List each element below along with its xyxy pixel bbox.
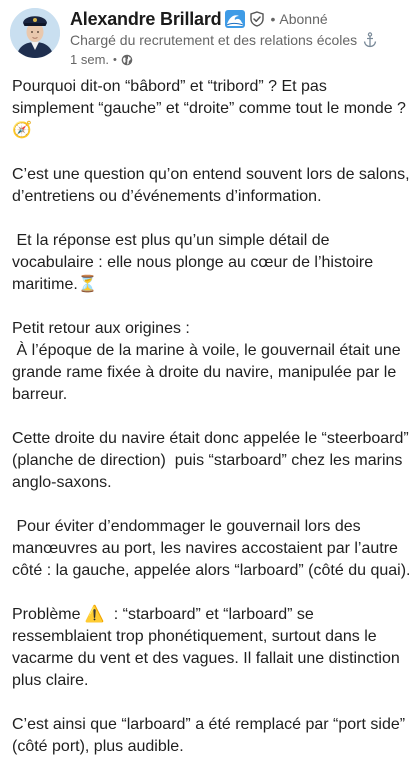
post-paragraph: Et la réponse est plus qu’un simple détail de vocabulaire : elle nous plonge au cœur de l’histoire maritime.⏳ xyxy=(12,232,378,293)
post-meta-line xyxy=(70,52,133,67)
author-name-line xyxy=(70,7,328,31)
post-paragraph: Cette droite du navire était donc appelée le “steerboard” (planche de direction) puis “starboard” chez les marins anglo-saxons. xyxy=(12,430,414,491)
author-avatar[interactable] xyxy=(10,8,60,58)
sailor-avatar-icon xyxy=(10,8,60,58)
post-paragraph: Pour éviter d’endommager le gouvernail lors des manœuvres au port, les navires accostaient par l’autre côté : la gauche, appelée alors “larboard” (côté du quai). xyxy=(12,518,411,579)
author-headline: Chargé du recrutement et des relations écoles xyxy=(70,32,358,48)
post-time[interactable]: 1 sem. xyxy=(70,52,110,67)
globe-icon xyxy=(121,54,133,66)
follow-status[interactable]: Abonné xyxy=(279,11,328,27)
anchor-icon xyxy=(363,32,377,48)
post-paragraph: Problème ⚠️ : “starboard” et “larboard” se ressemblaient trop phonétiquement, surtout dans le vacarme du vent et des vagues. Il fallait une distinction plus claire. xyxy=(12,606,405,689)
post-paragraph: Pourquoi dit-on “bâbord” et “tribord” ? Et pas simplement “gauche” et “droite” comme tout le monde ?🧭 xyxy=(12,78,406,139)
post-header xyxy=(10,6,410,68)
post-paragraph: Petit retour aux origines : À l’époque de la marine à voile, le gouvernail était une grande rame fixée à droite du navire, manipulée par le barreur. xyxy=(12,320,401,403)
separator-dot: • xyxy=(270,11,276,27)
post-paragraph: C’est une question qu’on entend souvent lors de salons, d’entretiens ou d’événements d’information. xyxy=(12,166,415,205)
post-body xyxy=(12,76,415,780)
author-name[interactable]: Alexandre Brillard xyxy=(70,8,222,29)
meta-separator-dot: • xyxy=(113,53,117,66)
post-paragraph: C’est ainsi que “larboard” a été remplacé par “port side” (côté port), plus audible. xyxy=(12,716,410,755)
author-headline-line xyxy=(70,32,377,48)
verified-shield-icon xyxy=(249,11,265,27)
wave-emoji-icon xyxy=(225,10,245,28)
